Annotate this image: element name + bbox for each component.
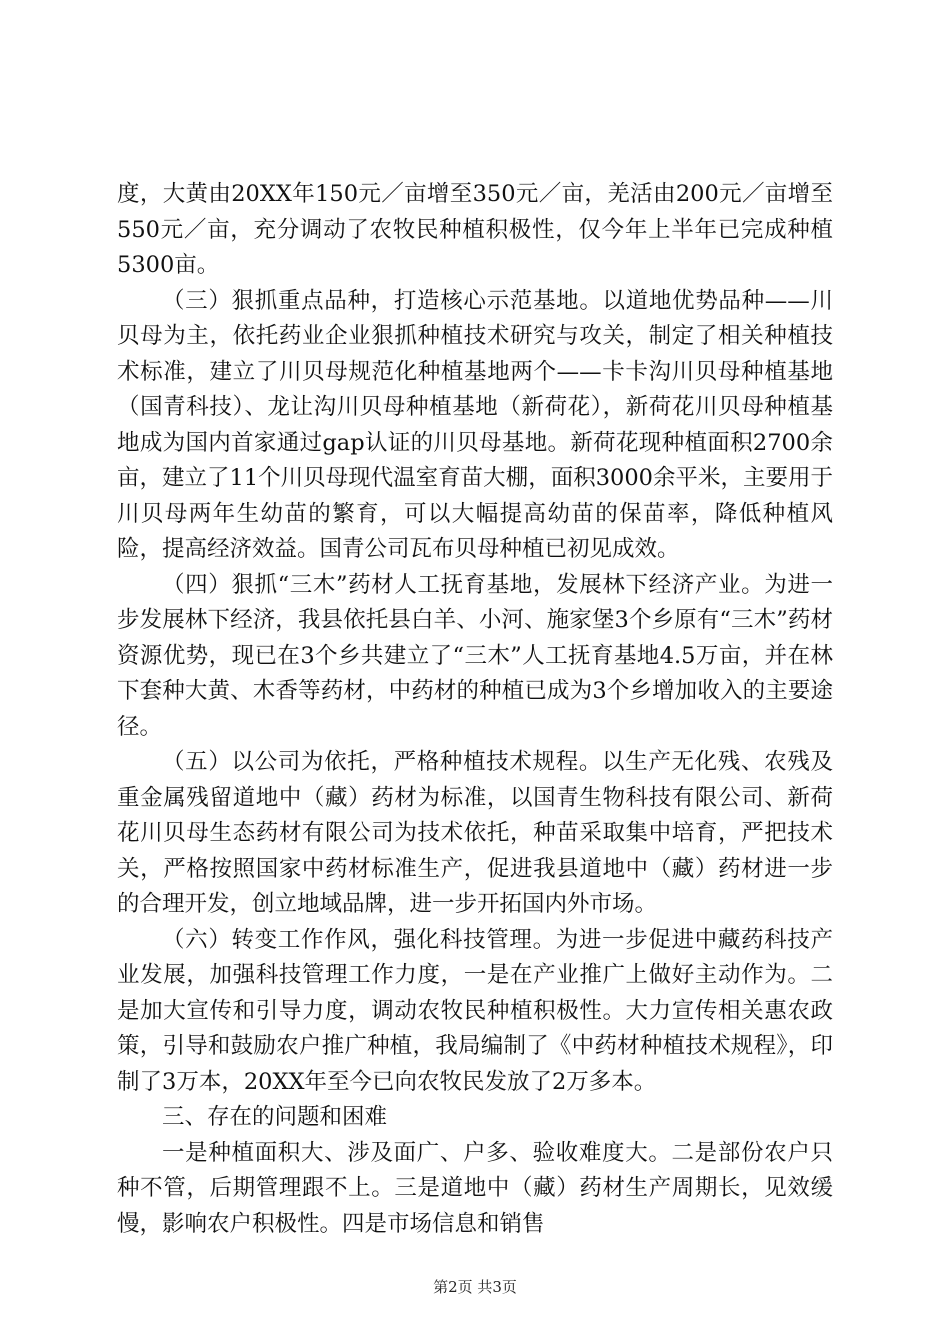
document-body [117, 177, 833, 1242]
paragraph-section-5: （五）以公司为依托，严格种植技术规程。以生产无化残、农残及重金属残留道地中（藏）药材为标准，以国青生物科技有限公司、新荷花川贝母生态药材有限公司为技术依托，种苗采取集中培育，严把技术关，严格按照国家中药材标准生产，促进我县道地中（藏）药材进一步的合理开发，创立地域品牌，进一步开拓国内外市场。 [117, 749, 833, 917]
paragraph-problems: 一是种植面积大、涉及面广、户多、验收难度大。二是部份农户只种不管，后期管理跟不上。三是道地中（藏）药材生产周期长，见效缓慢，影响农户积极性。四是市场信息和销售 [117, 1139, 833, 1237]
paragraph-section-3: （三）狠抓重点品种，打造核心示范基地。以道地优势品种——川贝母为主，依托药业企业狠抓种植技术研究与攻关，制定了相关种植技术标准，建立了川贝母规范化种植基地两个——卡卡沟川贝母种植基地（国青科技）、龙让沟川贝母种植基地（新荷花），新荷花川贝母种植基地成为国内首家通过gap认证的川贝母基地。新荷花现种植面积2700余亩，建立了11个川贝母现代温室育苗大棚，面积3000余平米，主要用于川贝母两年生幼苗的繁育，可以大幅提高幼苗的保苗率，降低种植风险，提高经济效益。国青公司瓦布贝母种植已初见成效。 [117, 287, 833, 562]
paragraph-section-4: （四）狠抓“三木”药材人工抚育基地，发展林下经济产业。为进一步发展林下经济，我县依托县白羊、小河、施家堡3个乡原有“三木”药材资源优势，现已在3个乡共建立了“三木”人工抚育基地4.5万亩，并在林下套种大黄、木香等药材，中药材的种植已成为3个乡增加收入的主要途径。 [117, 571, 833, 740]
section-heading-problems: 三、存在的问题和困难 [162, 1104, 388, 1130]
paragraph-section-6: （六）转变工作作风，强化科技管理。为进一步促进中藏药科技产业发展，加强科技管理工作力度，一是在产业推广上做好主动作为。二是加大宣传和引导力度，调动农牧民种植积极性。大力宣传相关惠农政策，引导和鼓励农户推广种植，我局编制了《中药材种植技术规程》，印制了3万本，20XX年至今已向农牧民发放了2万多本。 [117, 926, 833, 1095]
page-number-footer: 第2页 共3页 [433, 1278, 517, 1296]
paragraph-continued: 度，大黄由20XX年150元／亩增至350元／亩，羌活由200元／亩增至550元／亩，充分调动了农牧民种植积极性，仅今年上半年已完成种植5300亩。 [117, 181, 833, 278]
